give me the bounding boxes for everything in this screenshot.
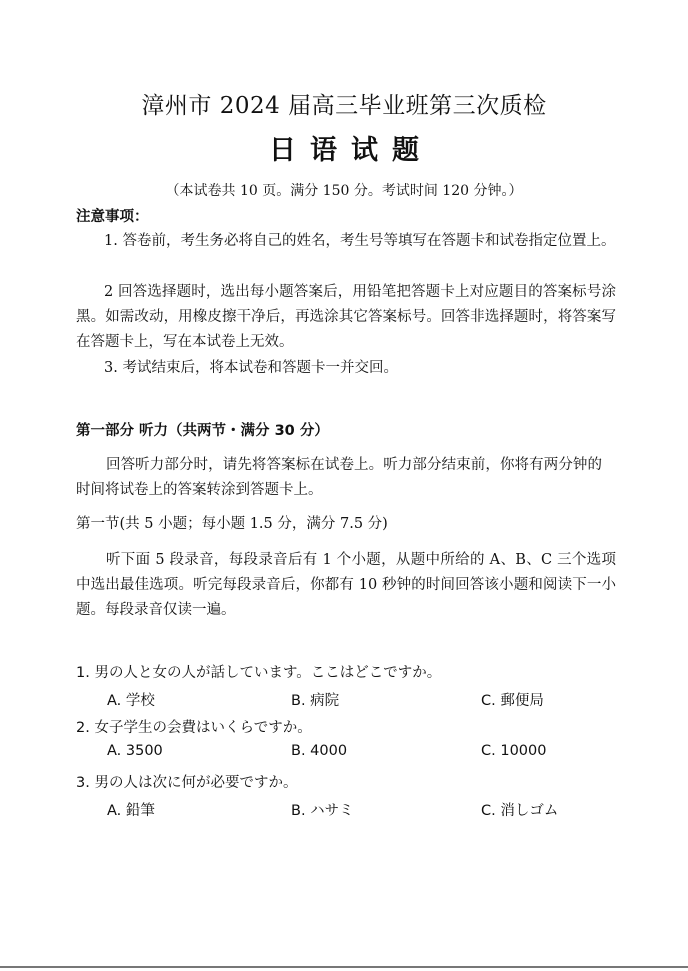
note-item-1: 1. 答卷前，考生务必将自己的姓名，考生号等填写在答题卡和试卷指定位置上。	[104, 233, 616, 249]
subject-title: 日语试题	[269, 135, 433, 166]
question-2-option-a: A. 3500	[107, 743, 163, 759]
notes-heading: 注意事项：	[76, 209, 149, 225]
question-2-option-c: C. 10000	[481, 743, 547, 759]
exam-title: 漳州市 2024 届高三毕业班第三次质检	[141, 93, 547, 119]
question-3-option-a: A. 鉛筆	[107, 803, 155, 819]
question-3-option-c: C. 消しゴム	[481, 803, 559, 819]
question-3-option-b: B. ハサミ	[291, 803, 354, 819]
section1-intro: 听下面 5 段录音，每段录音后有 1 个小题，从题中所给的 A、B、C 三个选项中选出最佳选项。听完每段录音后，你都有 10 秒钟的时间回答该小题和阅读下一小题。每段录音仅读一遍。	[76, 552, 616, 618]
question-1-option-c: C. 郵便局	[481, 693, 544, 709]
section1-heading: 第一节(共 5 小题；每小题 1.5 分，满分 7.5 分)	[76, 516, 388, 532]
question-2-option-b: B. 4000	[291, 743, 348, 759]
question-3-text: 3. 男の人は次に何が必要ですか。	[76, 775, 298, 791]
page-bottom-divider	[0, 966, 688, 968]
exam-info: （本试卷共 10 页。满分 150 分。考试时间 120 分钟。）	[165, 183, 523, 199]
question-1-text: 1. 男の人と女の人が話しています。ここはどこですか。	[76, 665, 442, 681]
note-item-2: 2 回答选择题时，选出每小题答案后，用铅笔把答题卡上对应题目的答案标号涂黑。如需改动，用橡皮擦干净后，再选涂其它答案标号。回答非选择题时，将答案写在答题卡上，写在本试卷上无效。	[76, 284, 616, 350]
part1-heading: 第一部分 听力（共两节・满分 30 分）	[76, 423, 329, 439]
question-1-option-a: A. 学校	[107, 693, 155, 709]
question-1-option-b: B. 病院	[291, 693, 340, 709]
question-2-text: 2. 女子学生の会費はいくらですか。	[76, 720, 312, 736]
note-item-3: 3. 考试结束后，将本试卷和答题卡一并交回。	[104, 360, 398, 376]
part1-intro: 回答听力部分时，请先将答案标在试卷上。听力部分结束前，你将有两分钟的时间将试卷上的答案转涂到答题卡上。	[76, 457, 602, 498]
